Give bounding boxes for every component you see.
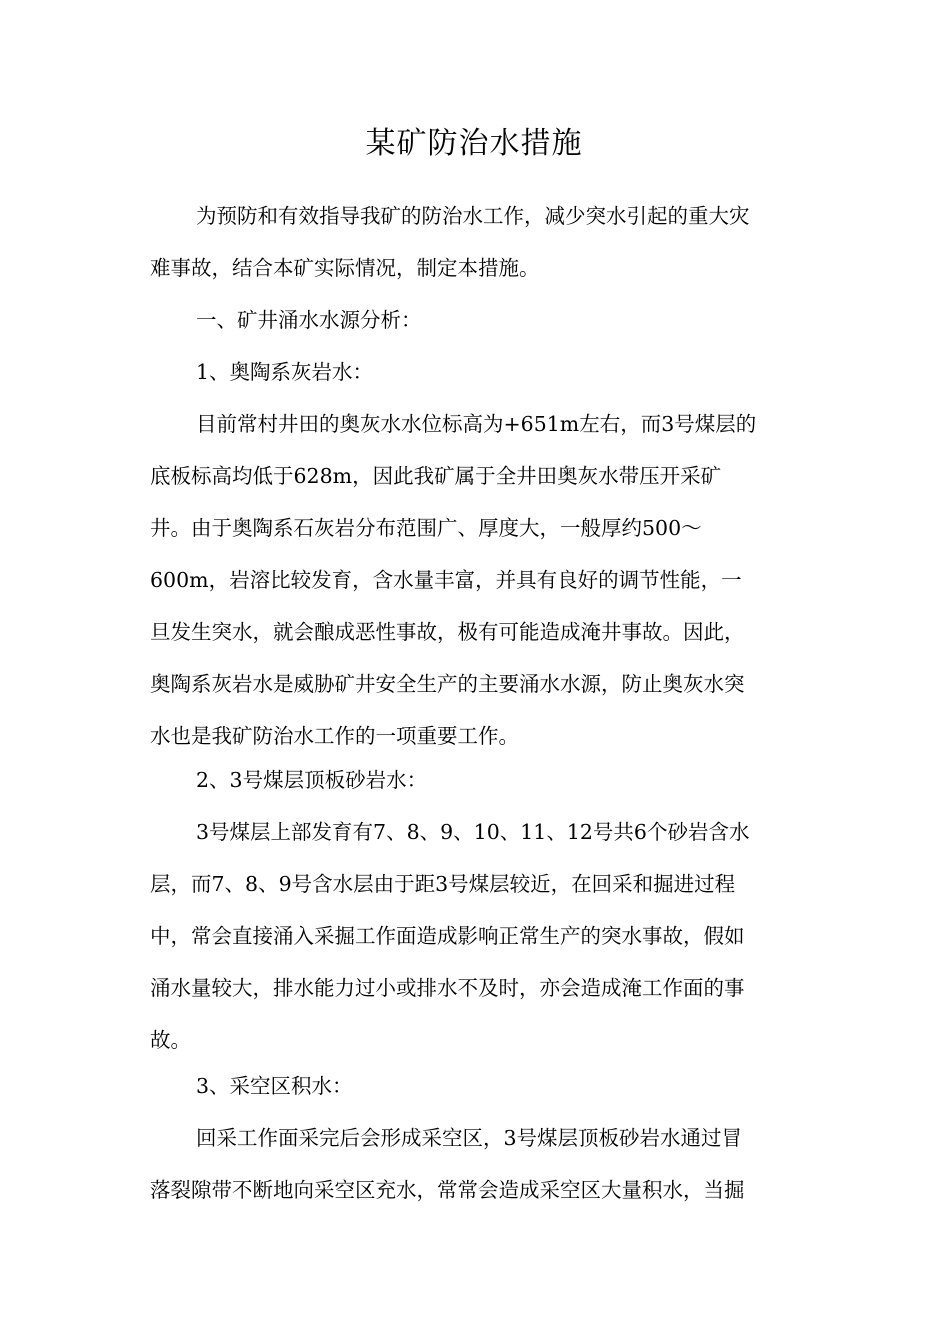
text-line: 旦发生突水，就会酿成恶性事故，极有可能造成淹井事故。因此， — [150, 620, 745, 644]
text-line: 目前常村井田的奥灰水水位标高为+651m左右，而3号煤层的 — [196, 412, 757, 436]
subsection-heading-3 — [150, 1060, 798, 1112]
text-line: 涌水量较大，排水能力过小或排水不及时，亦会造成淹工作面的事 — [150, 976, 745, 1000]
subsection-heading-1 — [150, 346, 798, 398]
paragraph-goaf — [150, 1112, 798, 1216]
text-line: 为预防和有效指导我矿的防治水工作，减少突水引起的重大灾 — [196, 204, 750, 228]
text-line: 1、奥陶系灰岩水： — [196, 360, 374, 384]
text-line: 一、矿井涌水水源分析： — [196, 308, 422, 332]
text-line: 2、3号煤层顶板砂岩水： — [196, 768, 428, 792]
text-line: 3、采空区积水： — [196, 1074, 353, 1098]
paragraph-ordovician — [150, 398, 798, 762]
text-line: 600m，岩溶比较发育，含水量丰富，并具有良好的调节性能，一 — [150, 568, 742, 592]
text-line: 3号煤层上部发育有7、8、9、10、11、12号共6个砂岩含水 — [196, 820, 750, 844]
text-line: 水也是我矿防治水工作的一项重要工作。 — [150, 724, 519, 748]
text-line: 层，而7、8、9号含水层由于距3号煤层较近，在回采和掘进过程 — [150, 872, 736, 896]
text-line: 回采工作面采完后会形成采空区，3号煤层顶板砂岩水通过冒 — [196, 1126, 743, 1150]
document-title: 某矿防治水措施 — [365, 126, 583, 161]
text-line: 井。由于奥陶系石灰岩分布范围广、厚度大，一般厚约500～ — [150, 516, 702, 540]
text-line: 落裂隙带不断地向采空区充水，常常会造成采空区大量积水，当掘 — [150, 1178, 745, 1202]
subsection-heading-2 — [150, 754, 798, 806]
text-line: 故。 — [150, 1028, 191, 1052]
paragraph-intro — [150, 190, 798, 294]
text-line: 中，常会直接涌入采掘工作面造成影响正常生产的突水事故，假如 — [150, 924, 745, 948]
text-line: 奥陶系灰岩水是威胁矿井安全生产的主要涌水水源，防止奥灰水突 — [150, 672, 745, 696]
paragraph-sandstone — [150, 806, 798, 1066]
text-line: 难事故，结合本矿实际情况，制定本措施。 — [150, 256, 540, 280]
document-page — [150, 0, 798, 1344]
section-heading-1 — [150, 294, 798, 346]
text-line: 底板标高均低于628m，因此我矿属于全井田奥灰水带压开采矿 — [150, 464, 722, 488]
